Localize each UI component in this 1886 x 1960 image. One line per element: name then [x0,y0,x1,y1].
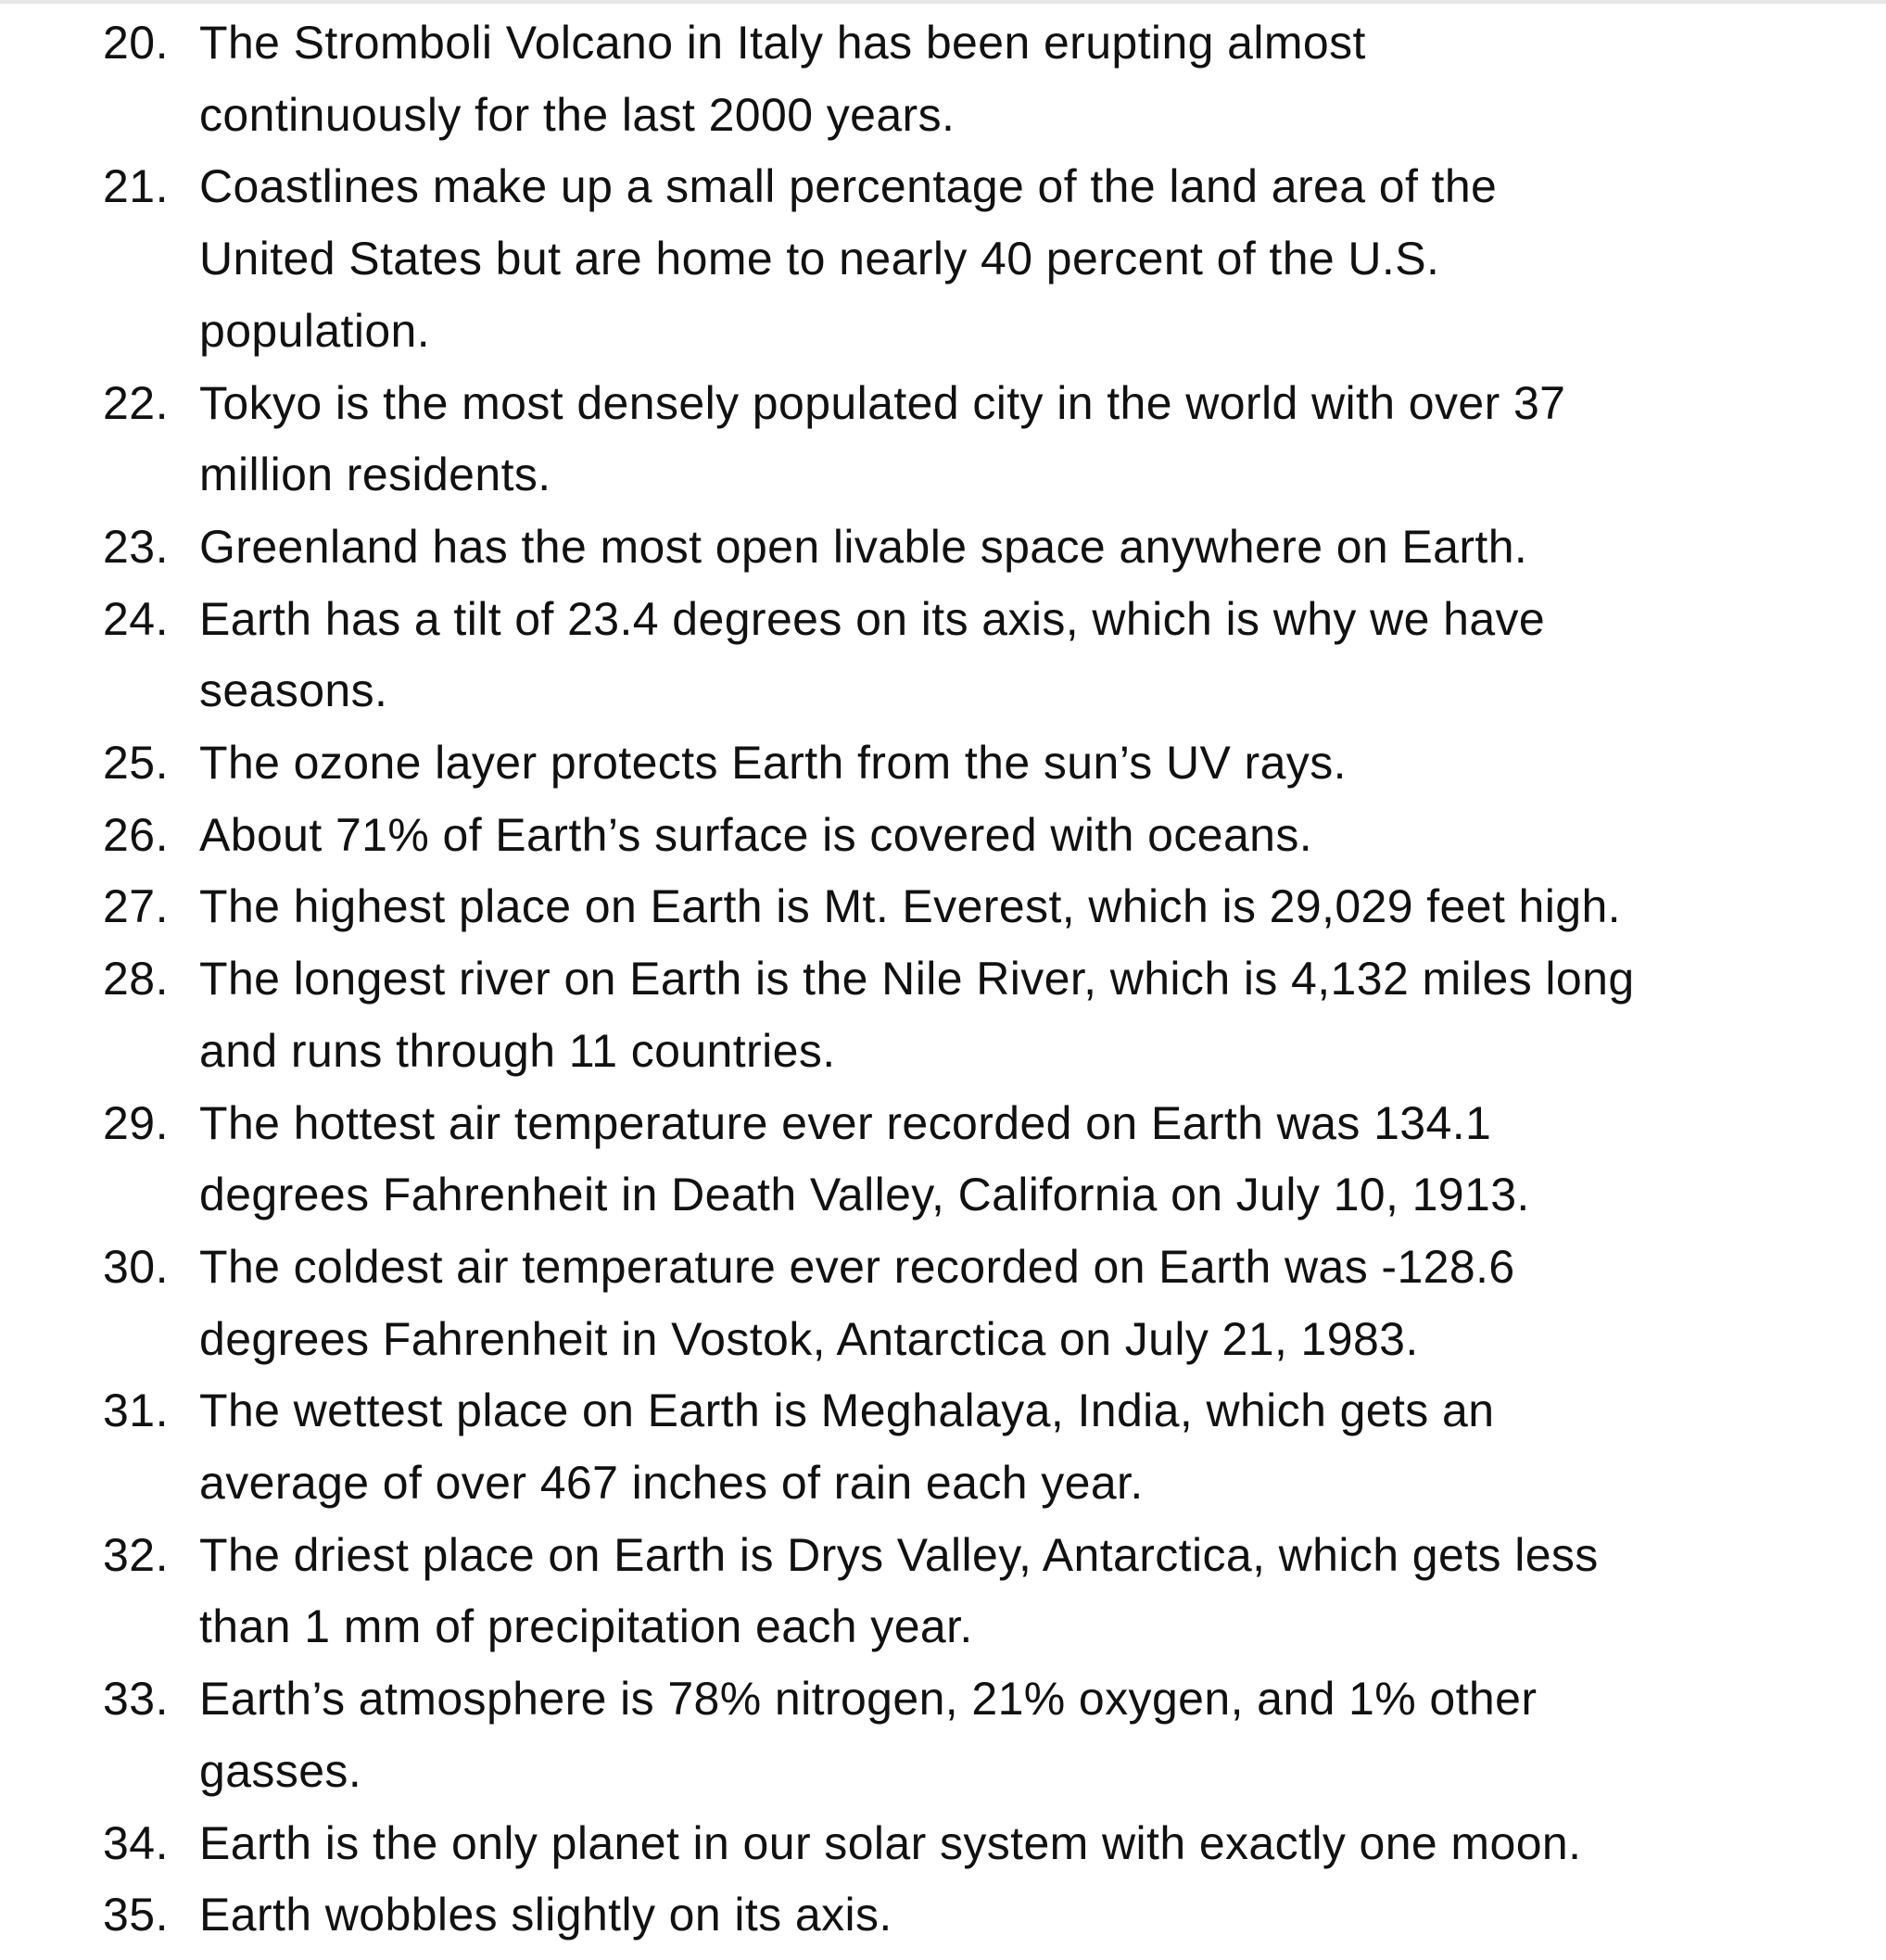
list-item [0,800,1886,872]
list-item [0,368,1886,512]
list-item-text-line: The ozone layer protects Earth from the sun’s UV rays. [199,737,1347,790]
list-item [0,943,1886,1087]
list-item-text-line: Coastlines make up a small percentage of the land area of the [199,160,1498,213]
list-item [0,1879,1886,1952]
list-item-number: 24. [102,592,169,645]
top-divider [0,0,1886,4]
list-item-text-line: Earth wobbles slightly on its axis. [199,1889,892,1941]
list-item-text [199,1879,1867,1952]
list-item-number: 21. [102,160,169,213]
list-item-number: 22. [102,376,169,429]
list-item [0,1375,1886,1519]
list-item [0,1232,1886,1375]
list-item [0,1088,1886,1232]
list-item-text [199,1232,1867,1375]
list-item-text [199,943,1867,1087]
list-item-text [199,871,1867,943]
list-item-number: 23. [102,520,169,573]
list-item-text-line: Earth has a tilt of 23.4 degrees on its axis, which is why we have [199,592,1546,645]
list-item-text-line: The driest place on Earth is Drys Valley, Antarctica, which gets less [199,1528,1599,1581]
list-item-text-line: United States but are home to nearly 40 percent of the U.S. [199,233,1440,285]
list-item-text-line: About 71% of Earth’s surface is covered with oceans. [199,808,1313,861]
list-item [0,7,1886,151]
list-item [0,1520,1886,1663]
list-item-number: 31. [102,1385,169,1437]
list-item-text-line: Earth’s atmosphere is 78% nitrogen, 21% oxygen, and 1% other [199,1673,1538,1726]
list-item-number: 30. [102,1240,169,1293]
list-item-text-line: degrees Fahrenheit in Vostok, Antarctica on July 21, 1983. [199,1312,1419,1365]
numbered-fact-list [0,7,1886,1952]
list-item-text [199,7,1867,151]
list-item-number: 33. [102,1673,169,1726]
list-item [0,1808,1886,1880]
list-item-text-line: degrees Fahrenheit in Death Valley, California on July 10, 1913. [199,1169,1530,1221]
list-item-number: 28. [102,953,169,1005]
list-item-text [199,1520,1867,1663]
list-item-text-line: continuously for the last 2000 years. [199,88,956,141]
list-item-text-line: Earth is the only planet in our solar system with exactly one moon. [199,1816,1582,1869]
list-item-text-line: The highest place on Earth is Mt. Everest, which is 29,029 feet high. [199,880,1621,933]
list-item [0,151,1886,367]
list-item-number: 34. [102,1816,169,1869]
list-item-text [199,512,1867,584]
list-item [0,584,1886,727]
list-item-number: 29. [102,1096,169,1149]
list-item [0,727,1886,800]
list-item-text [199,1663,1867,1807]
list-item-text-line: gasses. [199,1744,362,1797]
list-item-number: 27. [102,880,169,933]
list-item-text-line: Greenland has the most open livable space anywhere on Earth. [199,520,1528,573]
list-item-text-line: seasons. [199,664,388,717]
list-item-text-line: The coldest air temperature ever recorded on Earth was -128.6 [199,1240,1515,1293]
list-item-number: 26. [102,808,169,861]
list-item-text-line: million residents. [199,449,551,501]
list-item-number: 32. [102,1528,169,1581]
list-item-text [199,1088,1867,1232]
list-item-text [199,727,1867,800]
list-item-text-line: The wettest place on Earth is Meghalaya, India, which gets an [199,1385,1495,1437]
list-item-number: 25. [102,737,169,790]
list-item-text [199,1375,1867,1519]
list-item-text-line: Tokyo is the most densely populated city in the world with over 37 [199,376,1566,429]
list-item-text [199,368,1867,512]
list-item-text-line: average of over 467 inches of rain each year. [199,1457,1144,1510]
list-item [0,871,1886,943]
list-item-text [199,800,1867,872]
list-item-text-line: The hottest air temperature ever recorded on Earth was 134.1 [199,1096,1492,1149]
list-item-text [199,1808,1867,1880]
list-item-text [199,584,1867,727]
list-item-text-line: and runs through 11 countries. [199,1024,836,1077]
list-item-text-line: than 1 mm of precipitation each year. [199,1600,973,1653]
list-item-text-line: The Stromboli Volcano in Italy has been erupting almost [199,17,1366,69]
list-item-number: 35. [102,1889,169,1941]
list-item [0,512,1886,584]
list-item-text-line: population. [199,304,431,357]
list-item-text [199,151,1867,367]
list-item-number: 20. [102,17,169,69]
list-item [0,1663,1886,1807]
list-item-text-line: The longest river on Earth is the Nile River, which is 4,132 miles long [199,953,1635,1005]
